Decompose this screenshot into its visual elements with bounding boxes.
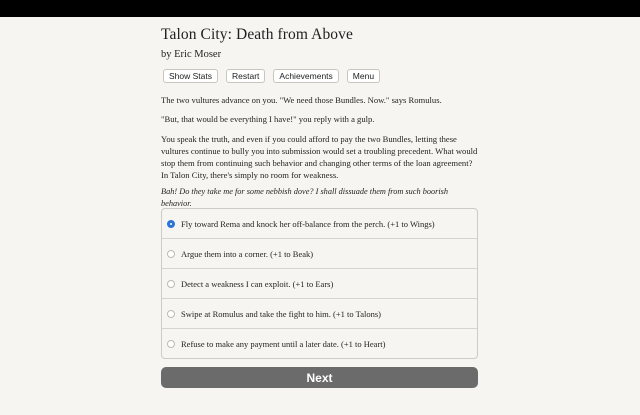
next-button[interactable]: Next [161,367,478,388]
achievements-button[interactable]: Achievements [273,69,338,83]
choice-label: Refuse to make any payment until a later date. (+1 to Heart) [181,339,386,349]
choice-label: Swipe at Romulus and take the fight to him. (+1 to Talons) [181,308,381,319]
choice-option-beak[interactable] [162,239,477,269]
show-stats-button[interactable]: Show Stats [163,69,218,83]
game-title: Talon City: Death from Above [161,26,353,43]
choice-option-wings[interactable] [162,209,477,239]
radio-button[interactable] [167,220,175,228]
radio-button[interactable] [167,250,175,258]
radio-button[interactable] [167,310,175,318]
choice-label: Detect a weakness I can exploit. (+1 to Ears) [181,278,334,289]
choice-option-talons[interactable] [162,299,477,329]
choice-option-ears[interactable] [162,269,477,299]
passage-paragraph: You speak the truth, and even if you could afford to pay the two Bundles, letting these vultures continue to bully you into submission would set a troubling precedent. What would stop them from continuing such behavior and changing other terms of the loan agreement? In Talon City, there's simply no room for weakness. [161,134,478,180]
top-black-bar [0,0,640,17]
passage-italic-thought: Bah! Do they take me for some nebbish dove? I shall dissuade them from such boorish behavior. [161,187,449,208]
restart-button[interactable]: Restart [226,69,265,83]
radio-button[interactable] [167,280,175,288]
passage-paragraph: The two vultures advance on you. "We need those Bundles. Now." says Romulus. [161,95,442,105]
toolbar [163,69,380,83]
choice-label: Argue them into a corner. (+1 to Beak) [181,248,314,259]
radio-button[interactable] [167,340,175,348]
passage-paragraph: "But, that would be everything I have!" you reply with a gulp. [161,114,375,124]
author-byline: by Eric Moser [161,49,222,60]
choice-list [161,208,478,359]
menu-button[interactable]: Menu [347,69,380,83]
choice-option-heart[interactable] [162,329,477,359]
choice-label: Fly toward Rema and knock her off-balance from the perch. (+1 to Wings) [181,218,435,229]
